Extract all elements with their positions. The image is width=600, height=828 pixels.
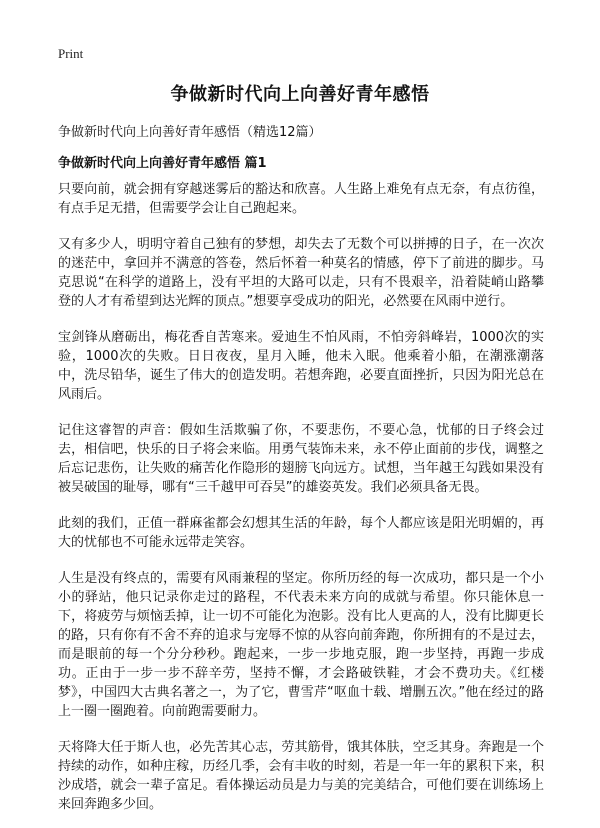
section-heading: 争做新时代向上向善好青年感悟 篇1 xyxy=(58,156,267,171)
print-link[interactable]: Print xyxy=(58,46,84,61)
paragraph: 此刻的我们，正值一群麻雀都会幻想其生活的年龄，每个人都应该是阳光明媚的，再大的忧郁也不可能永远带走笑容。 xyxy=(58,516,544,550)
article-body xyxy=(58,180,544,828)
page-title: 争做新时代向上向善好青年感悟 xyxy=(170,84,430,105)
paragraph: 只要向前，就会拥有穿越迷雾后的豁达和欣喜。人生路上难免有点无奈，有点彷徨，有点手足无措，但需要学会让自己跑起来。 xyxy=(58,182,544,216)
paragraph: 人生是没有终点的，需要有风雨兼程的坚定。你所历经的每一次成功，都只是一个小小的驿站，他只记录你走过的路程，不代表未来方向的成就与希望。你只能休息一下，将疲劳与烦恼丢掉，让一切不可能化为泡影。没有比人更高的人，没有比脚更长的路，只有你有不舍不弃的追求与宠辱不惊的从容向前奔跑，你所拥有的不是过去，而是眼前的每一个分分秒秒。跑起来，一步一步地克服，跑一步坚持，再跑一步成功。正由于一步一步不辞辛劳，坚持不懈，才会路破铁鞋，才会不费功夫。《红楼梦》，中国四大古典名著之一，为了它，曹雪芹“呕血十载、增删五次。”他在经过的路上一圈一圈跑着。向前跑需要耐力。 xyxy=(58,571,544,719)
paragraph: 宝剑锋从磨砺出，梅花香自苦寒来。爱迪生不怕风雨，不怕旁斜峰岩，1000次的实验，1000次的失败。日日夜夜，星月入睡，他未入眠。他乘着小船，在潮涨潮落中，洗尽铅华，诞生了伟大的创造发明。若想奔跑，必要直面挫折，只因为阳光总在风雨后。 xyxy=(58,330,544,402)
document-subtitle: 争做新时代向上向善好青年感悟（精选12篇） xyxy=(58,125,322,140)
paragraph: 记住这睿智的声音：假如生活欺骗了你，不要悲伤，不要心急，忧郁的日子终会过去，相信吧，快乐的日子将会来临。用勇气装饰未来，永不停止面前的步伐，调整之后忘记悲伤，让失败的痛苦化作隐形的翅膀飞向远方。试想，当年越王勾践如果没有被吴破国的耻辱，哪有“三千越甲可吞吴”的雄姿英发。我们必须具备无畏。 xyxy=(58,423,544,495)
paragraph: 又有多少人，明明守着自己独有的梦想，却失去了无数个可以拼搏的日子，在一次次的迷茫中，拿回并不满意的答卷，然后怀着一种莫名的情感，停下了前进的脚步。马克思说“在科学的道路上，没有平坦的大路可以走，只有不畏艰辛，沿着陡峭山路攀登的人才有希望到达光辉的顶点。”想要享受成功的阳光，必然要在风雨中逆行。 xyxy=(58,237,544,309)
paragraph: 天将降大任于斯人也，必先苦其心志，劳其筋骨，饿其体肤，空乏其身。奔跑是一个持续的动作，如种庄稼，历经几季，会有丰收的时刻，若是一年一年的累积下来，积沙成塔，就会一辈子富足。看体操运动员是力与美的完美结合，可他们要在训练场上来回奔跑多少回。 xyxy=(58,740,544,812)
